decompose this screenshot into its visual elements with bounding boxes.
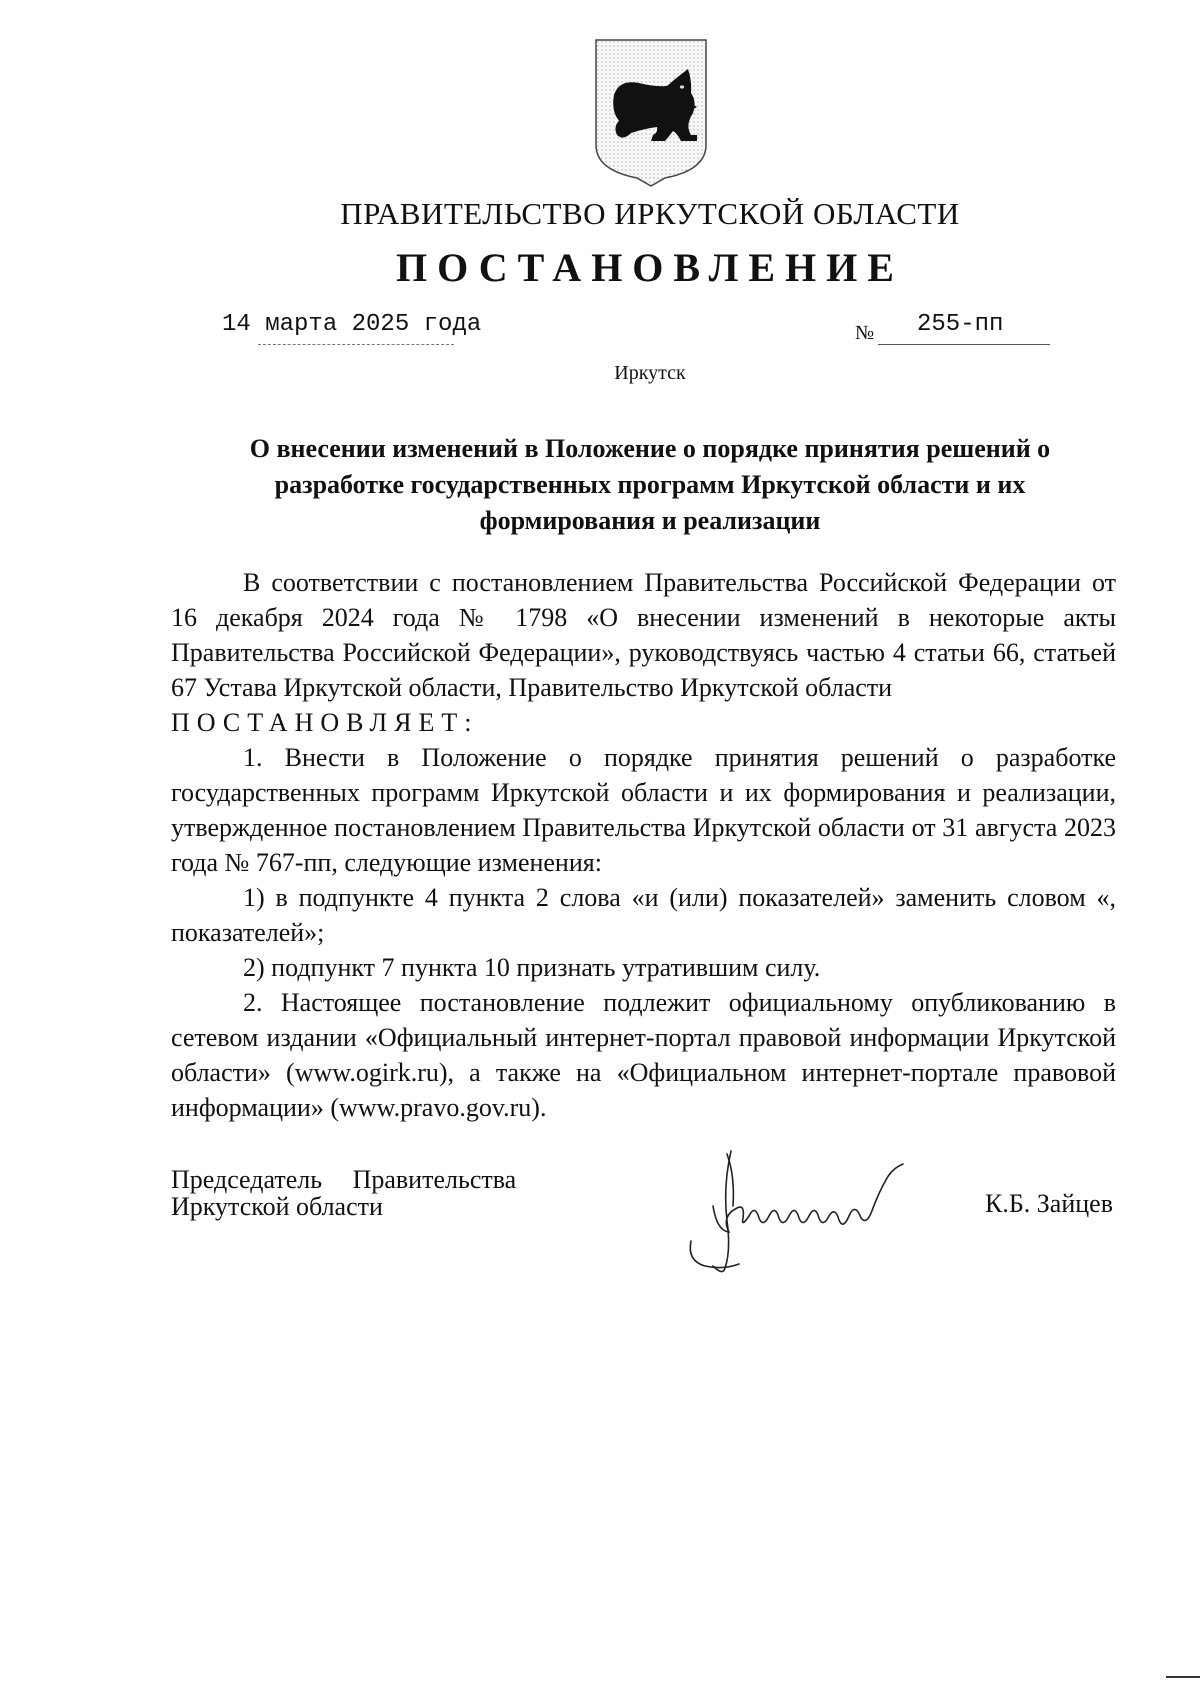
number-sign: № [855, 322, 875, 344]
item-1-2-paragraph: 2) подпункт 7 пункта 10 признать утратившим силу. [243, 953, 821, 982]
coat-of-arms-emblem [593, 37, 709, 187]
document-subject: О внесении изменений в Положение о порядке принятия решений о разработке государственных программ Иркутской области и их формирования и реализации [249, 434, 1051, 535]
preamble-paragraph: В соответствии с постановлением Правительства Российской Федерации от 16 декабря 2024 года № 1798 «О внесении изменений в некоторые акты Правительства Российской Федерации», руководствуясь частью 4 статьи 66, статьей 67 Устава Иркутской области, Правительство Иркутской области [171, 568, 1116, 702]
scan-edge-mark [1166, 1676, 1200, 1678]
resolves-word: ПОСТАНОВЛЯЕТ: [171, 708, 479, 737]
handwritten-signature [683, 1146, 953, 1276]
signer-name: К.Б. Зайцев [985, 1189, 1113, 1218]
document-date: 14 марта 2025 года [222, 311, 482, 338]
document-body [171, 565, 1116, 1125]
city-label: Иркутск [614, 362, 686, 384]
item-1-1-paragraph: 1) в подпункте 4 пункта 2 слова «и (или) показателей» заменить словом «, показателей»; [171, 883, 1116, 947]
item-1-paragraph: 1. Внести в Положение о порядке принятия решений о разработке государственных программ Иркутской области и их формирования и реализации, утвержденное постановлением Правительства Иркутской области от 31 августа 2023 года № 767-пп, следующие изменения: [171, 743, 1116, 877]
government-title: ПРАВИТЕЛЬСТВО ИРКУТСКОЙ ОБЛАСТИ [340, 196, 960, 231]
document-type-heading: ПОСТАНОВЛЕНИЕ [396, 245, 904, 290]
document-number: 255-пп [917, 311, 1004, 338]
signer-position-line-1: Председатель Правительства [171, 1165, 517, 1194]
number-underline [878, 344, 1050, 345]
signer-position [171, 1166, 516, 1220]
item-2-paragraph: 2. Настоящее постановление подлежит официальному опубликованию в сетевом издании «Официальный интернет-портал правовой информации Иркутской области» (www.ogirk.ru), а также на «Официальном интернет-портале правовой информации» (www.pravo.gov.ru). [171, 988, 1116, 1122]
date-underline [258, 344, 454, 345]
signer-position-line-2: Иркутской области [171, 1192, 383, 1221]
